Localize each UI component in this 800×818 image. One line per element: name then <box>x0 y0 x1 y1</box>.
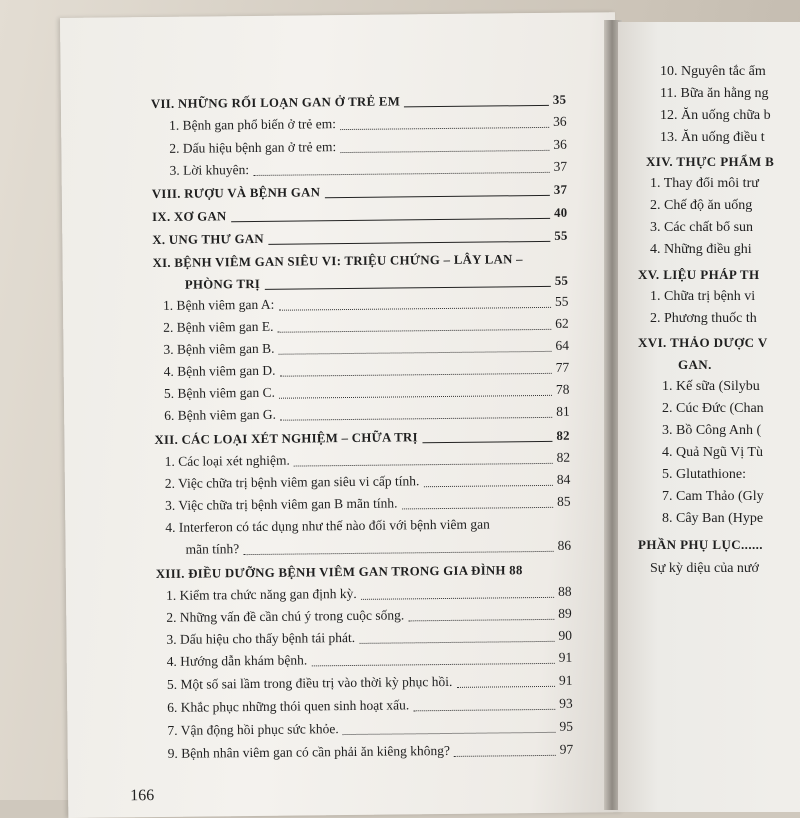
dot-leader <box>340 150 549 153</box>
toc-section-row <box>184 273 569 294</box>
toc-entry-title: 2. Việc chữa trị bệnh viêm gan siêu vi cấp tính. <box>164 473 420 491</box>
toc-entry-title: 6. Bệnh viêm gan G. <box>164 406 276 423</box>
toc-page-number: 81 <box>556 403 570 419</box>
toc-page-number: 78 <box>555 381 570 397</box>
toc-item-row <box>165 493 571 514</box>
toc-page-number: 55 <box>554 273 569 288</box>
toc-entry-title: XIII. ĐIỀU DƯỠNG BỆNH VIÊM GAN TRONG GIA ĐÌNH 88 <box>155 563 523 582</box>
right-page <box>618 22 800 812</box>
toc-item-row: Sự kỳ diệu của nướ <box>650 561 759 576</box>
toc-page-number: 88 <box>557 583 572 599</box>
toc-item-row: 2. Chế độ ăn uống <box>650 198 753 213</box>
dot-leader <box>402 507 553 510</box>
toc-item-row: 12. Ăn uống chữa b <box>660 108 771 123</box>
toc-item-row <box>164 449 571 471</box>
toc-entry-title: VII. NHỮNG RỐI LOẠN GAN Ở TRẺ EM <box>150 94 401 112</box>
dot-leader <box>264 286 550 290</box>
toc-item-row <box>162 293 569 315</box>
toc-section-row <box>151 182 568 203</box>
toc-page-number: 35 <box>552 92 567 107</box>
toc-item-row <box>164 403 570 425</box>
toc-page-number: 82 <box>556 449 571 465</box>
toc-section-row <box>152 250 522 272</box>
dot-leader <box>311 663 554 667</box>
toc-page-number: 55 <box>554 293 569 309</box>
toc-item-row: 4. Những điều ghi <box>650 242 752 257</box>
toc-item-row: 10. Nguyên tắc ẩm <box>660 64 766 79</box>
toc-entry-title: 1. Các loại xét nghiệm. <box>164 452 290 469</box>
dot-leader <box>278 329 552 333</box>
dot-leader <box>253 172 549 176</box>
toc-page-number: 40 <box>553 205 568 220</box>
toc-item-row <box>169 113 567 135</box>
toc-item-row: 1. Chữa trị bệnh vi <box>650 289 756 304</box>
toc-item-row: 2. Phương thuốc th <box>650 311 757 326</box>
toc-item-row <box>165 516 490 537</box>
dot-leader <box>268 241 550 245</box>
toc-item-row <box>167 741 574 763</box>
toc-page-number: 36 <box>553 136 567 152</box>
toc-entry-title: XI. BỆNH VIÊM GAN SIÊU VI: TRIỆU CHỨNG – LÂY LAN – <box>152 252 523 271</box>
toc-entry-title: mãn tính? <box>185 541 240 557</box>
dot-leader <box>279 351 552 355</box>
dot-leader <box>422 441 552 443</box>
toc-entry-title: X. UNG THƯ GAN <box>152 231 264 248</box>
toc-entry-title: 3. Lời khuyên: <box>169 162 250 178</box>
toc-item-row <box>169 136 567 158</box>
toc-section-row: XV. LIỆU PHÁP TH <box>638 267 760 282</box>
toc-page-number: 90 <box>558 627 573 643</box>
toc-entry-title: 5. Một số sai lầm trong điều trị vào thời kỳ phục hồi. <box>166 673 453 692</box>
toc-entry-title: 7. Vận động hồi phục sức khỏe. <box>167 721 339 738</box>
dot-leader <box>340 127 549 130</box>
toc-entry-title: PHÒNG TRỊ <box>184 276 261 292</box>
toc-item-row: 7. Cam Thảo (Gly <box>662 489 764 504</box>
toc-item-row <box>166 627 573 649</box>
toc-page-number: 89 <box>558 605 572 621</box>
toc-item-row <box>163 337 570 359</box>
toc-item-row <box>185 537 572 559</box>
page-number: 166 <box>130 787 155 805</box>
toc-page-number: 85 <box>557 493 571 509</box>
toc-entry-title: VIII. RƯỢU VÀ BỆNH GAN <box>151 185 321 202</box>
dot-leader <box>279 395 552 399</box>
dot-leader <box>361 597 554 600</box>
toc-entry-title: 1. Kiểm tra chức năng gan định kỳ. <box>165 585 357 603</box>
toc-page-number: 36 <box>553 113 567 129</box>
toc-entry-title: 4. Bệnh viêm gan D. <box>163 362 276 379</box>
toc-entry-title: 3. Bệnh viêm gan B. <box>163 340 275 357</box>
toc-page-number: 91 <box>558 649 573 665</box>
toc-item-row: 8. Cây Ban (Hype <box>662 511 764 526</box>
toc-section-row: GAN. <box>678 357 712 372</box>
dot-leader <box>280 417 552 421</box>
toc-item-row: 2. Cúc Đức (Chan <box>662 401 764 416</box>
toc-item-row: 11. Bữa ăn hằng ng <box>660 86 769 101</box>
toc-item-row <box>163 381 570 403</box>
toc-item-row <box>166 672 573 694</box>
toc-entry-title: 1. Bệnh viêm gan A: <box>162 296 275 313</box>
toc-entry-title: 3. Dấu hiệu cho thấy bệnh tái phát. <box>166 629 356 647</box>
toc-page-number: 64 <box>555 337 570 353</box>
dot-leader <box>404 105 549 108</box>
toc-entry-title: 5. Bệnh viêm gan C. <box>163 384 276 401</box>
toc-page-number: 82 <box>556 428 570 443</box>
toc-entry-title: 2. Dấu hiệu bệnh gan ở trẻ em: <box>169 139 337 156</box>
toc-page-number: 95 <box>559 718 574 734</box>
dot-leader <box>231 218 550 222</box>
toc-item-row: 3. Bồ Công Anh ( <box>662 423 762 438</box>
toc-item-row <box>163 315 569 337</box>
toc-section-row <box>152 205 568 226</box>
toc-item-row: 1. Thay đổi môi trư <box>650 176 759 191</box>
toc-page-number: 86 <box>557 537 572 553</box>
toc-item-row: 13. Ăn uống điều t <box>660 130 765 145</box>
toc-item-row <box>169 158 568 180</box>
toc-entry-title: 6. Khắc phục những thói quen sinh hoạt xấu. <box>167 697 410 715</box>
left-page <box>60 12 623 818</box>
toc-section-row <box>150 92 567 113</box>
toc-page-number: 91 <box>558 672 573 688</box>
dot-leader <box>324 195 549 198</box>
toc-item-row: 4. Quả Ngũ Vị Tù <box>662 445 763 460</box>
dot-leader <box>243 551 553 555</box>
toc-page-number: 37 <box>553 158 568 174</box>
toc-item-row <box>166 649 573 670</box>
toc-entry-title: 4. Interferon có tác dụng như thế nào đối với bệnh viêm gan <box>165 516 490 535</box>
toc-section-row: XVI. THẢO DƯỢC V <box>638 335 768 350</box>
dot-leader <box>424 485 553 487</box>
toc-section-row <box>152 228 568 249</box>
toc-item-row: 3. Các chất bổ sun <box>650 220 754 235</box>
toc-item-row <box>166 605 572 626</box>
toc-section-row: PHẦN PHỤ LỤC...... <box>638 537 763 552</box>
dot-leader <box>359 641 554 644</box>
toc-entry-title: 2. Những vấn đề cần chú ý trong cuộc sống. <box>166 607 405 625</box>
toc-section-row <box>154 428 570 449</box>
toc-entry-title: 1. Bệnh gan phổ biến ở trẻ em: <box>169 116 337 133</box>
toc-entry-title: IX. XƠ GAN <box>152 209 227 225</box>
dot-leader <box>454 755 556 757</box>
toc-item-row: 1. Kế sữa (Silybu <box>662 379 760 394</box>
dot-leader <box>294 463 553 467</box>
toc-page-number: 84 <box>556 471 571 487</box>
toc-item-row <box>164 471 571 493</box>
dot-leader <box>457 686 555 688</box>
dot-leader <box>279 307 551 311</box>
toc-page-number: 77 <box>555 359 570 375</box>
dot-leader <box>413 709 555 711</box>
toc-item-row: 5. Glutathione: <box>662 467 746 482</box>
toc-section-row <box>156 561 523 583</box>
toc-entry-title: XII. CÁC LOẠI XÉT NGHIỆM – CHỮA TRỊ <box>154 430 418 448</box>
dot-leader <box>408 619 554 622</box>
toc-entry-title: 4. Hướng dẫn khám bệnh. <box>166 652 308 669</box>
toc-page-number: 97 <box>559 741 574 757</box>
toc-item-row <box>163 359 570 381</box>
dot-leader <box>343 732 556 735</box>
toc-page-number: 55 <box>554 228 568 243</box>
toc-entry-title: 3. Việc chữa trị bệnh viêm gan B mãn tính. <box>165 495 398 513</box>
dot-leader <box>280 373 552 377</box>
toc-section-row: XIV. THỰC PHẨM B <box>646 154 775 169</box>
toc-item-row <box>167 718 574 740</box>
toc-page-number: 37 <box>553 182 568 197</box>
toc-page-number: 62 <box>555 315 569 331</box>
toc-entry-title: 9. Bệnh nhân viêm gan có cần phải ăn kiêng không? <box>167 742 451 761</box>
toc-entry-title: 2. Bệnh viêm gan E. <box>163 318 274 335</box>
toc-item-row <box>165 583 572 605</box>
toc-page-number: 93 <box>559 695 573 711</box>
toc-item-row <box>167 695 573 717</box>
